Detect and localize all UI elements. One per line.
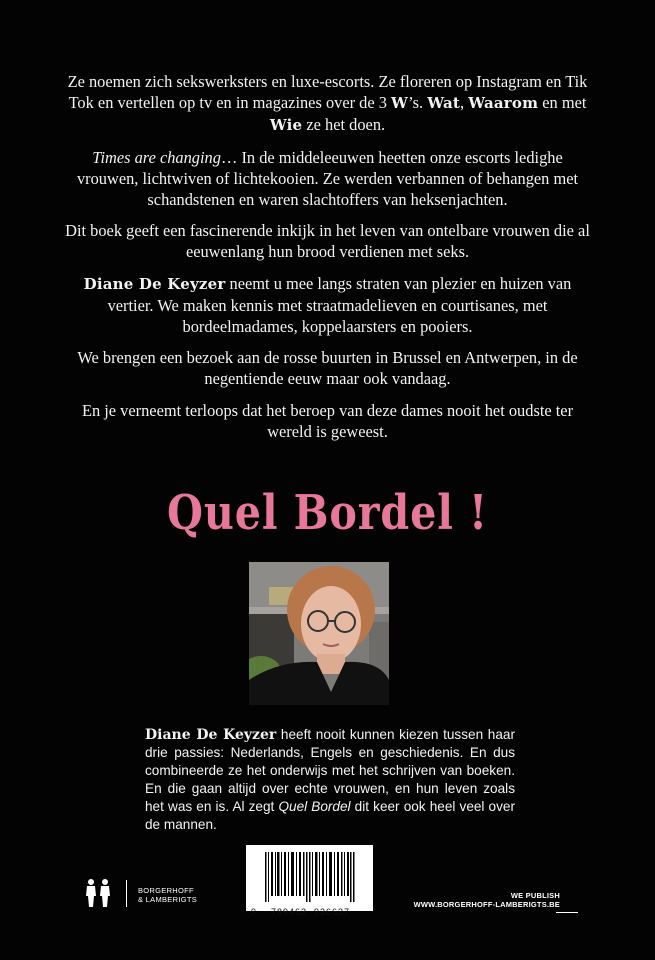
blurb-paragraph-2 (60, 147, 595, 211)
text: WE PUBLISH (510, 891, 560, 900)
back-cover-blurb (60, 71, 595, 452)
text: Quel Bordel (278, 799, 351, 814)
blurb-paragraph-3: Dit boek geeft een fascinerende inkijk in het leven van ontelbare vrouwen die al eeuwenlang hun brood verdienen met seks. (65, 221, 590, 262)
text: heeft nooit kunnen kiezen tussen haar drie passies: Nederlands, Engels en geschiedenis. En dus combineerde ze het onderwijs met het schrijven van boeken. En die gaan altijd over echte vrouwen, en hun leven zoals het was en is. Al zegt (145, 727, 515, 814)
text: dit keer ook heel veel over de mannen. (145, 799, 516, 832)
author-portrait-icon (249, 562, 389, 705)
text: 936637 (314, 907, 351, 917)
text: 789463 (271, 907, 308, 917)
text: , (460, 93, 469, 113)
author-photo (249, 562, 389, 705)
text: Wat (427, 94, 461, 113)
publisher-logo (79, 878, 119, 912)
book-title: Quel Bordel ! (167, 485, 488, 541)
text: Times are changing (92, 147, 221, 167)
blurb-paragraph-1 (60, 71, 595, 137)
blurb-paragraph-4 (60, 273, 595, 338)
website-underline (556, 912, 578, 913)
text: Wie (269, 116, 303, 135)
blurb-paragraph-5: We brengen een bezoek aan de rosse buurten in Brussel en Antwerpen, in de negentiende eeuw maar ook vandaag. (77, 348, 578, 389)
blurb-paragraph-6: En je verneemt terloops dat het beroep van deze dames nooit het oudste ter wereld is geweest. (81, 400, 574, 441)
barcode-icon (246, 845, 373, 911)
text: ze het doen. (302, 115, 386, 135)
text: … In de middeleeuwen heetten onze escorts ledighe vrouwen, lichtwiven of lichtekooien. Ze werden verbannen of behangen met schandstenen en waren slachtoffers van heksenjachten. (76, 147, 579, 210)
publisher-website (414, 891, 560, 909)
text: 9 (251, 907, 257, 917)
author-bio (145, 726, 515, 834)
text: neemt u mee langs straten van plezier en huizen van vertier. We maken kennis met straatmadelieven en courtisanes, met bordeelmadames, koppelaarsters en pooiers. (107, 273, 572, 337)
logo-divider (126, 880, 127, 907)
isbn-barcode (246, 845, 373, 917)
two-figures-logo-icon (79, 878, 119, 908)
text: W (391, 94, 409, 113)
text: & LAMBERIGTS (138, 895, 198, 904)
publisher-name (138, 886, 197, 904)
text: en met (538, 93, 587, 113)
author-name: Diane De Keyzer (145, 727, 277, 743)
text: ’s. (408, 93, 428, 113)
text: BORGERHOFF (138, 886, 194, 895)
text: Waarom (468, 94, 539, 113)
text: Ze noemen zich sekswerksters en luxe-escorts. Ze floreren op Instagram en Tik Tok en vertellen op tv en in magazines over de 3 (67, 72, 588, 113)
author-name: Diane De Keyzer (83, 274, 226, 293)
website-link[interactable]: WWW.BORGERHOFF-LAMBERIGTS.BE (413, 900, 560, 909)
